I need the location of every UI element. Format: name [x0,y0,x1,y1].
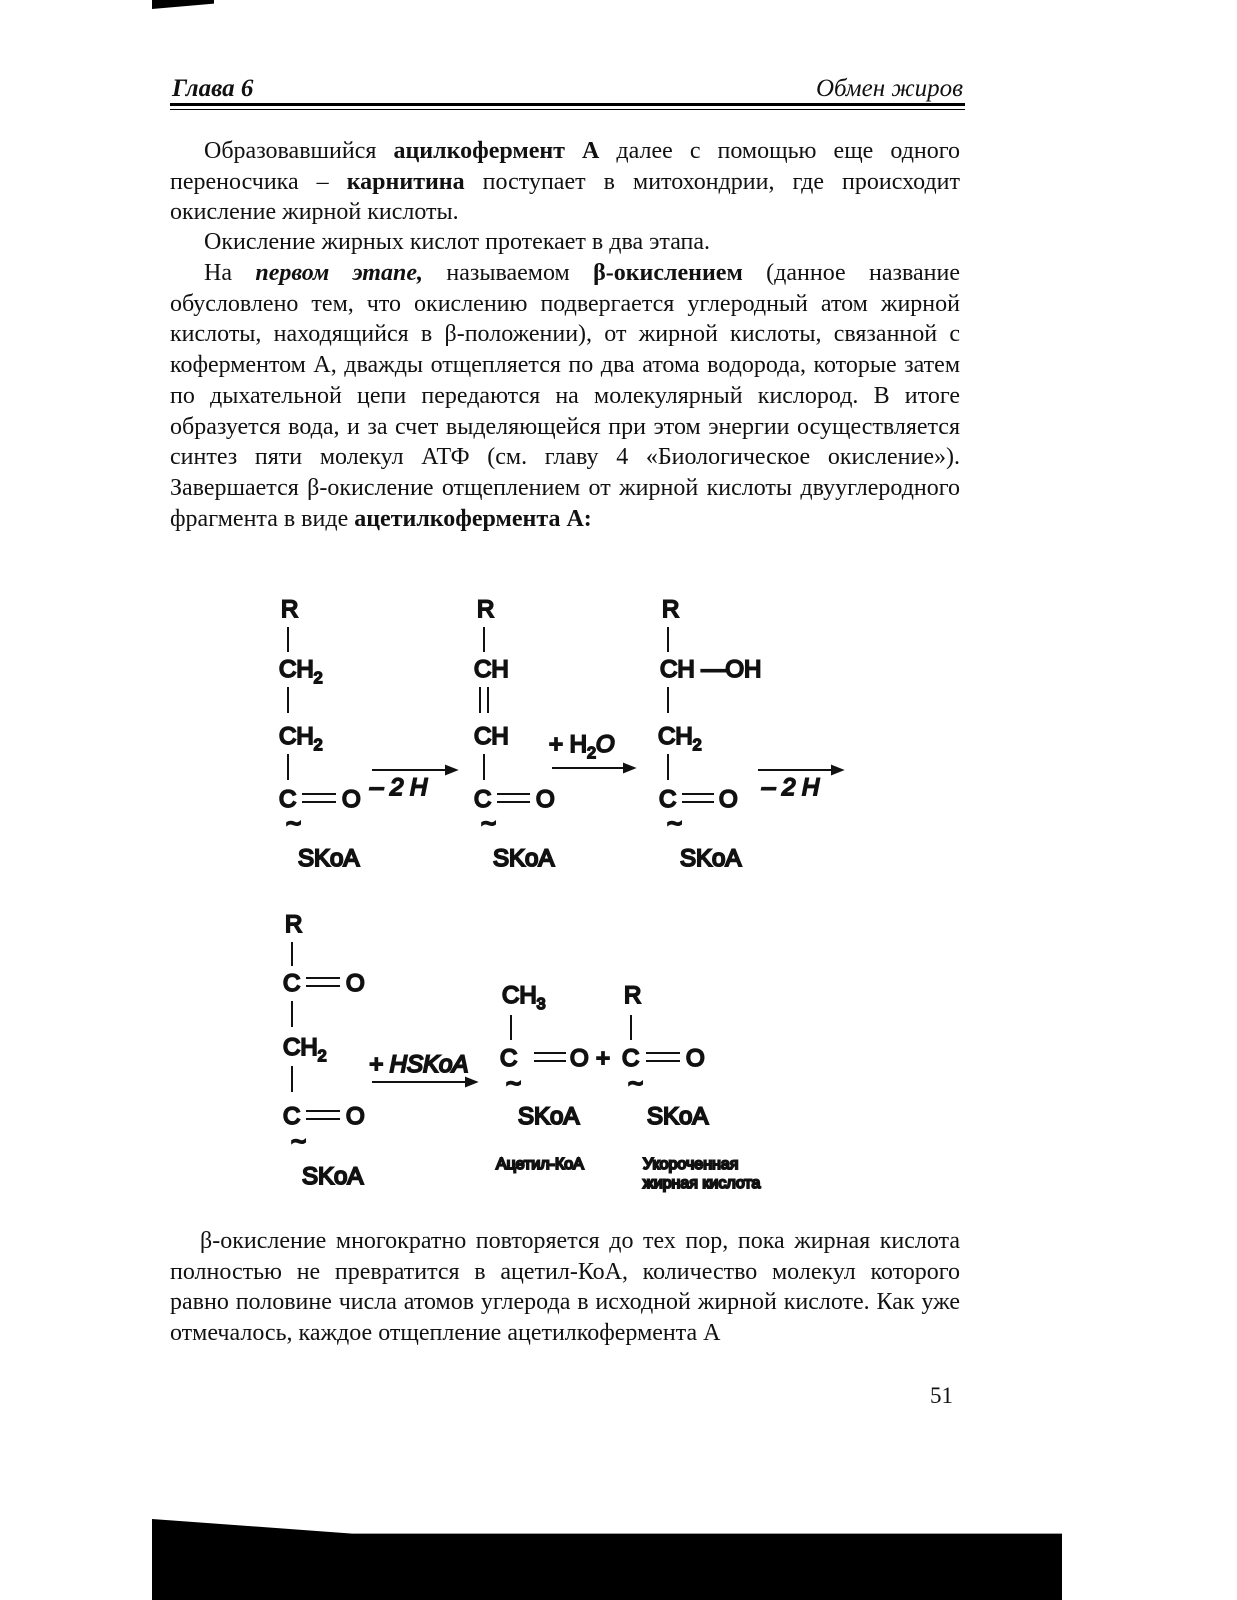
paragraph-4: β-окисление многократно повторяется до тех пор, пока жирная кислота полностью не превратится в ацетил-КоА, количество молекул которого равно половине числа атомов углерода в исходной жирной кислоте. Как уже отмечалось, каждое отщепление ацетилкофермента А [170,1228,960,1347]
ch-label: CH [474,656,509,683]
ch3-label: $CH_3$ [502,982,546,1013]
thioester-bond-label: ~ [291,1126,307,1156]
page-number: 51 [930,1383,953,1408]
running-header-section: Обмен жиров [816,75,963,102]
thioester-bond-label: ~ [628,1068,644,1098]
paragraph-1: Образовавшийся ацилкофермент А далее с помощью еще одного переносчика – карнитина поступает в митохондрии, где происходит окисление жирной кислоты. [170,138,961,226]
skoa-label: SKoA [680,845,742,872]
skoa-label: SKoA [493,845,555,872]
thioester-bond-label: ~ [481,808,497,838]
carbonyl-c-label: C [659,786,677,813]
carbonyl-c-label: C [283,970,301,997]
shortened-acid-caption-2: жирная кислота [643,1175,761,1192]
carbonyl-c-label: C [283,1103,301,1130]
skoa-label: SKoA [518,1103,580,1130]
paragraph-2: Окисление жирных кислот протекает в два этапа. [204,229,711,255]
carbonyl-o-label: O [342,786,361,813]
r-label: R [662,596,680,623]
ch-oh-label: CH —OH [660,656,762,683]
r-label: R [624,982,642,1009]
carbonyl-c-label: C [279,786,297,813]
ch2-label: $CH_2$ [283,1034,327,1065]
shortened-acid-caption-1: Укороченная [643,1156,739,1173]
paragraph-3: На первом этапе, называемом β-окислением (данное название обусловлено тем, что окислению подвергается углеродный атом жирной кислоты, находящийся в β-положении), от жирной кислоты, связанной с коферментом А, дважды отщепляется по два атома водорода, которые затем по дыхательной цепи передаются на молекулярный кислород. В итоге образуется вода, и за счет выделяющейся при этом энергии осуществляется синтез пяти молекул АТФ (см. главу 4 «Биологическое окисление»). Завершается β-окисление отщеплением от жирной кислоты двууглеродного фрагмента в виде ацетилкофермента А: [170,260,961,532]
running-header-chapter: Глава 6 [172,75,254,102]
carbonyl-c-label: C [622,1045,640,1072]
r-label: R [477,596,495,623]
thioester-bond-label: ~ [667,808,683,838]
skoa-label: SKoA [302,1163,364,1190]
ch-label: CH [474,723,509,750]
ch2-label: $CH_2$ [279,723,323,754]
carbonyl-o-label: O [719,786,738,813]
ch2-label: $CH_2$ [279,656,323,687]
carbonyl-o-label: O [346,1103,365,1130]
r-label: R [281,596,299,623]
plus-h2o-label: + $H_2O$ [549,731,615,762]
skoa-label: SKoA [647,1103,709,1130]
carbonyl-o-label: O [346,970,365,997]
carbonyl-o-label: O [536,786,555,813]
carbonyl-c-label: C [500,1045,518,1072]
thioester-bond-label: ~ [286,808,302,838]
carbonyl-c-label: C [474,786,492,813]
minus-2h-label: – 2 H [762,774,820,801]
acetyl-coa-caption: Ацетил-КоА [496,1156,584,1173]
carbonyl-o-label: O [570,1045,589,1072]
plus-hskoa-label: + HSKoA [369,1051,469,1078]
skoa-label: SKoA [298,845,360,872]
plus-sign: + [596,1045,611,1072]
r-label: R [285,911,303,938]
thioester-bond-label: ~ [506,1068,522,1098]
ch2-label: $CH_2$ [658,723,702,754]
minus-2h-label: – 2 H [370,774,428,801]
carbonyl-o-label: O [686,1045,705,1072]
